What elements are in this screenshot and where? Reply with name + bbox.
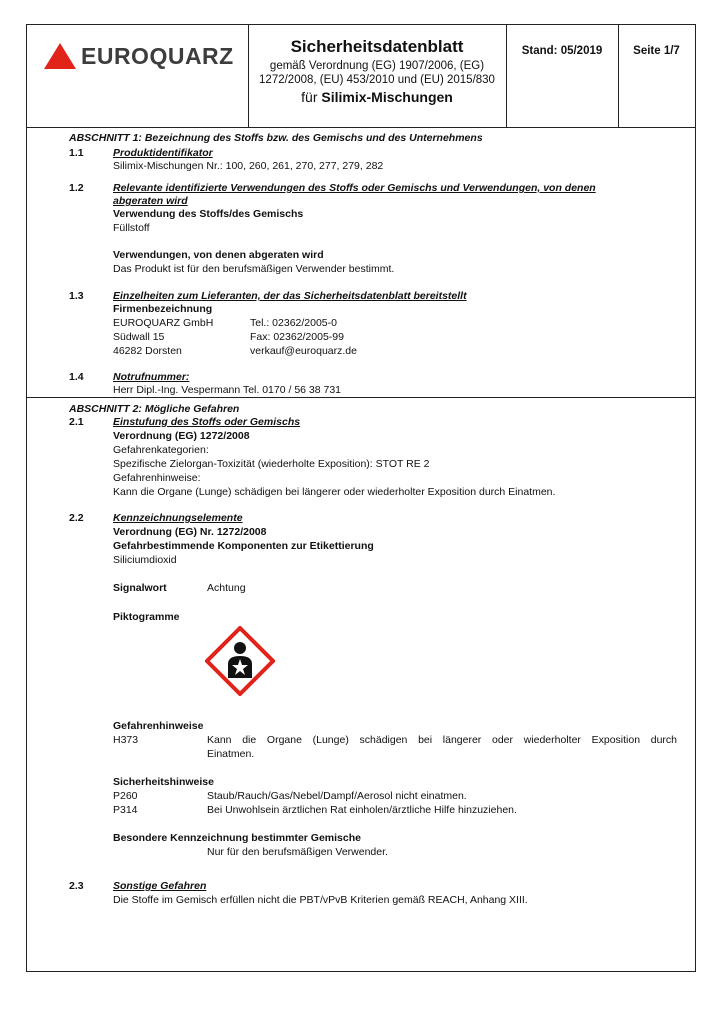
advised-heading: Verwendungen, von denen abgeraten wird xyxy=(113,249,324,261)
company-name: EUROQUARZ GmbH xyxy=(113,317,214,329)
usage-heading: Verwendung des Stoffs/des Gemischs xyxy=(113,208,304,220)
title-cell xyxy=(248,25,507,127)
regulation-heading-2: Verordnung (EG) Nr. 1272/2008 xyxy=(113,526,267,538)
hazard-code: H373 xyxy=(113,734,139,746)
logo-cell xyxy=(27,25,249,127)
pictogram-heading: Piktogramme xyxy=(113,611,180,623)
page-cell xyxy=(618,25,695,127)
company-street: Südwall 15 xyxy=(113,331,165,343)
s2-2-heading: Kennzeichnungselemente xyxy=(113,512,243,524)
s1-2-heading-line2: abgeraten wird xyxy=(113,195,188,207)
product-name: Silimix-Mischungen xyxy=(321,89,453,105)
section-2 xyxy=(27,398,695,971)
health-hazard-ghs08-icon xyxy=(205,626,275,696)
s1-1-text: Silimix-Mischungen Nr.: 100, 260, 261, 270, 277, 279, 282 xyxy=(113,160,384,172)
s1-2-number: 1.2 xyxy=(69,182,84,194)
s1-4-heading: Notrufnummer: xyxy=(113,371,190,383)
signal-word-value: Achtung xyxy=(207,582,246,594)
s2-3-heading: Sonstige Gefahren xyxy=(113,880,207,892)
components-heading: Gefahrbestimmende Komponenten zur Etikettierung xyxy=(113,540,374,552)
s1-2-heading-line1: Relevante identifizierte Verwendungen des Stoffs oder Gemischs und Verwendungen, von denen xyxy=(113,182,596,194)
hazard-statements-label: Gefahrenhinweise: xyxy=(113,472,201,484)
components-text: Siliciumdioxid xyxy=(113,554,177,566)
signal-word-label: Signalwort xyxy=(113,582,167,594)
company-heading: Firmenbezeichnung xyxy=(113,303,213,315)
section-2-title: ABSCHNITT 2: Mögliche Gefahren xyxy=(69,403,240,415)
other-hazards-text: Die Stoffe im Gemisch erfüllen nicht die PBT/vPvB Kriterien gemäß REACH, Anhang XIII. xyxy=(113,894,528,906)
company-fax: Fax: 02362/2005-99 xyxy=(250,331,344,343)
s1-1-heading: Produktidentifikator xyxy=(113,147,213,159)
special-labelling-heading: Besondere Kennzeichnung bestimmter Gemische xyxy=(113,832,361,844)
usage-text: Füllstoff xyxy=(113,222,150,234)
advised-text: Das Produkt ist für den berufsmäßigen Verwender bestimmt. xyxy=(113,263,395,275)
stand-date: Stand: 05/2019 xyxy=(521,45,603,57)
document-subtitle: gemäß Verordnung (EG) 1907/2006, (EG) 1272/2008, (EU) 453/2010 und (EU) 2015/830 xyxy=(259,60,495,86)
section-1-title: ABSCHNITT 1: Bezeichnung des Stoffs bzw. des Gemischs und des Unternehmens xyxy=(69,132,483,144)
page-number: Seite 1/7 xyxy=(633,45,680,57)
hazard-text-line1: Kann die Organe (Lunge) schädigen bei längerer oder wiederholter Exposition durch xyxy=(207,734,677,746)
company-email[interactable]: verkauf@euroquarz.de xyxy=(250,345,357,357)
product-line xyxy=(248,89,506,105)
precautionary-text: Bei Unwohlsein ärztlichen Rat einholen/ärztliche Hilfe hinzuziehen. xyxy=(207,804,517,816)
stot-classification: Spezifische Zielorgan-Toxizität (wiederholte Exposition): STOT RE 2 xyxy=(113,458,430,470)
document-title: Sicherheitsdatenblatt xyxy=(290,37,464,56)
s2-1-heading: Einstufung des Stoffs oder Gemischs xyxy=(113,416,301,428)
precautionary-heading: Sicherheitshinweise xyxy=(113,776,214,788)
hazard-statement-text: Kann die Organe (Lunge) schädigen bei längerer oder wiederholter Exposition durch Einatmen. xyxy=(113,486,556,498)
product-prefix: für xyxy=(301,89,318,105)
emergency-phone-text: Herr Dipl.-Ing. Vespermann Tel. 0170 / 56 38 731 xyxy=(113,384,342,396)
s2-1-number: 2.1 xyxy=(69,416,84,428)
s1-3-number: 1.3 xyxy=(69,290,84,302)
precautionary-code: P314 xyxy=(113,804,138,816)
precautionary-text: Staub/Rauch/Gas/Nebel/Dampf/Aerosol nicht einatmen. xyxy=(207,790,467,802)
logo-text: EUROQUARZ xyxy=(81,42,234,69)
s1-3-heading: Einzelheiten zum Lieferanten, der das Sicherheitsdatenblatt bereitstellt xyxy=(113,290,467,302)
stand-cell xyxy=(506,25,619,127)
company-city: 46282 Dorsten xyxy=(113,345,182,357)
s2-3-number: 2.3 xyxy=(69,880,84,892)
document-header xyxy=(27,25,695,128)
triangle-logo-icon xyxy=(43,42,77,70)
document-frame xyxy=(26,24,696,972)
hazard-categories-label: Gefahrenkategorien: xyxy=(113,444,209,456)
special-labelling-text: Nur für den berufsmäßigen Verwender. xyxy=(207,846,388,858)
hazard-statements-heading: Gefahrenhinweise xyxy=(113,720,204,732)
s2-2-number: 2.2 xyxy=(69,512,84,524)
precautionary-code: P260 xyxy=(113,790,138,802)
s1-1-number: 1.1 xyxy=(69,147,84,159)
company-phone: Tel.: 02362/2005-0 xyxy=(250,317,337,329)
section-1 xyxy=(27,127,695,398)
euroquarz-logo xyxy=(43,42,234,70)
regulation-heading: Verordnung (EG) 1272/2008 xyxy=(113,430,250,442)
hazard-text-line2: Einatmen. xyxy=(207,748,255,760)
s1-4-number: 1.4 xyxy=(69,371,84,383)
